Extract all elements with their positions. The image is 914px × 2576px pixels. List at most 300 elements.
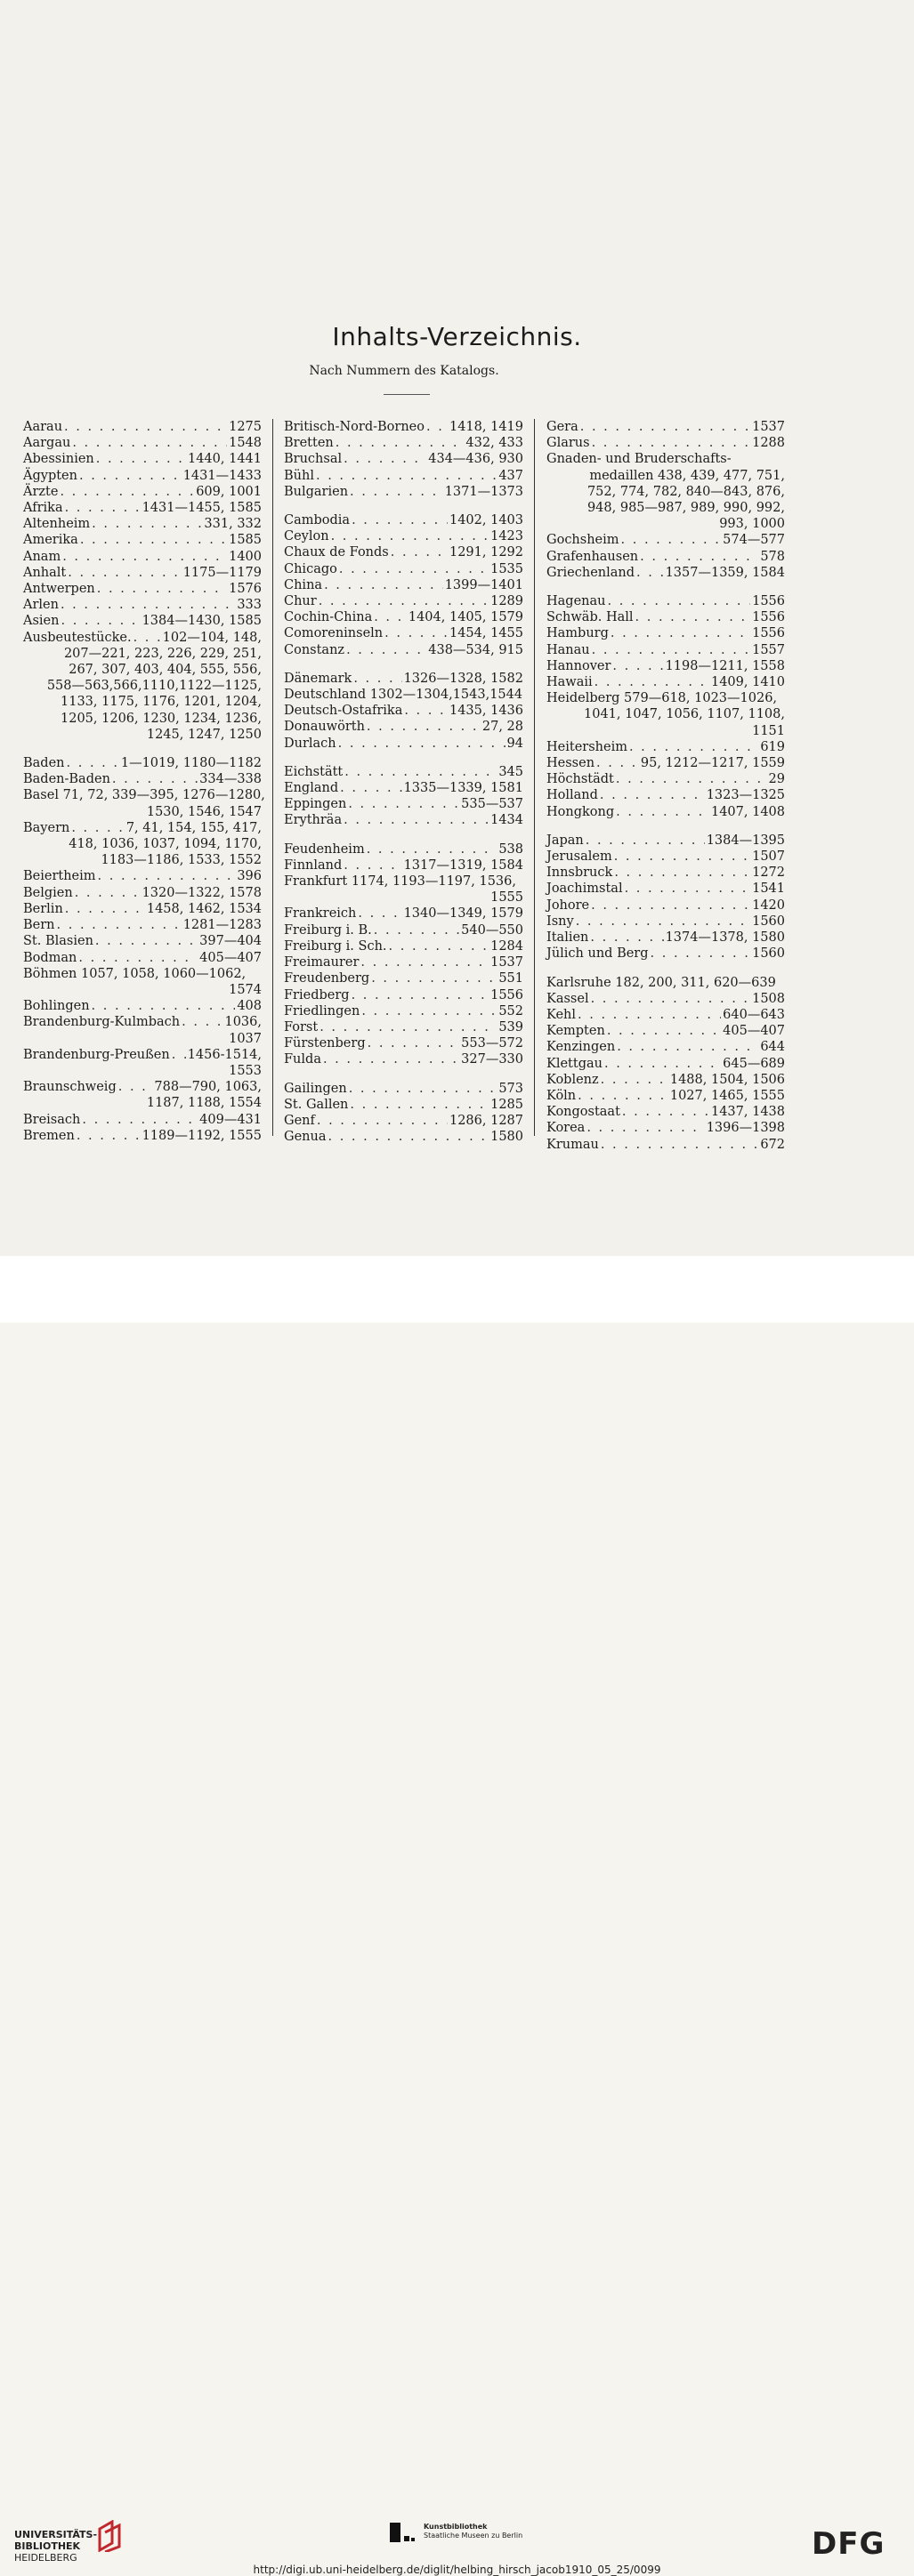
index-entry: [546, 1007, 785, 1023]
index-entry: [23, 581, 262, 597]
entry-label: Baden-Baden: [23, 772, 110, 787]
ub-heidelberg-logo-text[interactable]: [14, 2529, 97, 2564]
index-entry: [23, 820, 262, 869]
entry-numbers: 1288: [752, 436, 785, 451]
entry-label: Glarus: [546, 436, 590, 451]
index-entry: [546, 946, 785, 962]
column-divider: [534, 419, 535, 1136]
entry-label: Friedberg: [284, 987, 350, 1002]
dot-leader: [625, 881, 751, 897]
entry-numbers: 1435, 1436: [449, 704, 523, 719]
entry-numbers: 1036,: [224, 1015, 262, 1030]
dot-leader: [586, 833, 705, 849]
dot-leader: [71, 820, 124, 836]
index-entry: [546, 642, 785, 658]
dot-leader: [97, 581, 227, 597]
dot-leader: [592, 642, 750, 658]
entry-numbers: 1027, 1465, 1555: [669, 1088, 785, 1103]
entry-numbers: 1548: [229, 436, 262, 451]
entry-numbers: 102—104, 148,: [162, 630, 262, 645]
entry-continuation: 207—221, 223, 226, 229, 251,: [63, 646, 262, 661]
dot-leader: [391, 544, 448, 560]
entry-numbers: 1291, 1292: [449, 545, 523, 560]
entry-label: Hanau: [546, 642, 590, 657]
entry-label: Aarau: [23, 420, 63, 434]
entry-continuation: 418, 1036, 1037, 1094, 1170,: [69, 837, 262, 852]
index-entry: [284, 764, 523, 780]
dot-leader: [640, 549, 758, 565]
entry-numbers: 1488, 1504, 1506: [669, 1072, 785, 1087]
entry-label: Arlen: [23, 598, 59, 613]
entry-continuation: 1151: [752, 723, 785, 738]
entry-numbers: 1576: [229, 582, 262, 597]
dot-leader: [607, 1023, 721, 1039]
index-entry: [284, 1113, 523, 1129]
dot-leader: [611, 625, 750, 641]
dot-leader: [340, 780, 401, 796]
index-entry: [23, 755, 262, 771]
page-title: Inhalts-Verzeichnis.: [332, 322, 582, 351]
entry-label: Klettgau: [546, 1056, 603, 1071]
index-entry: [284, 419, 523, 435]
entry-label: Kempten: [546, 1024, 605, 1039]
dot-leader: [601, 1137, 758, 1153]
index-entry: [284, 954, 523, 970]
entry-label: Hongkong: [546, 804, 615, 819]
dot-leader: [182, 1014, 222, 1030]
section-gap: [284, 658, 523, 671]
index-entry: [284, 703, 523, 719]
index-entry: [546, 755, 785, 771]
dot-leader: [349, 1081, 497, 1097]
entry-numbers: 1437, 1438: [710, 1105, 785, 1120]
entry-label: Genua: [284, 1130, 327, 1145]
entry-label: Ärzte: [23, 484, 59, 499]
index-entry: [284, 1097, 523, 1113]
dot-leader: [374, 609, 407, 625]
ub-line-2: BIBLIOTHEK: [14, 2540, 81, 2552]
entry-label: Korea: [546, 1121, 586, 1136]
entry-label: Gochsheim: [546, 533, 619, 548]
entry-label: Heitersheim: [546, 739, 627, 754]
index-entry: [284, 857, 523, 873]
dot-leader: [580, 419, 750, 435]
entry-label: Heidelberg 579—618, 1023—1026,: [546, 691, 778, 706]
entry-label: Freudenberg: [284, 971, 370, 986]
entry-numbers: 788—790, 1063,: [154, 1080, 262, 1095]
dot-leader: [350, 1097, 489, 1113]
entry-continuation: 948, 985—987, 989, 990, 992,: [586, 501, 785, 516]
entry-numbers: 432, 433: [465, 436, 523, 451]
entry-numbers: 1286, 1287: [449, 1113, 523, 1128]
entry-numbers: 1—1019, 1180—1182: [120, 756, 262, 771]
entry-numbers: 7, 41, 154, 155, 417,: [125, 820, 262, 835]
index-entry: [284, 987, 523, 1003]
entry-numbers: 408: [237, 999, 262, 1014]
entry-numbers: 1320—1322, 1578: [142, 885, 262, 900]
entry-label: Fulda: [284, 1052, 321, 1067]
index-entry: [23, 419, 262, 435]
section-gap: [23, 743, 262, 755]
entry-label: Höchstädt: [546, 772, 614, 787]
entry-numbers: 1585: [229, 533, 262, 548]
dot-leader: [172, 1047, 186, 1063]
dot-leader: [629, 739, 758, 755]
entry-numbers: 644: [760, 1040, 785, 1055]
index-entry: [284, 512, 523, 528]
dot-leader: [591, 991, 751, 1007]
index-column-3: [546, 419, 785, 1153]
entry-label: Frankfurt 1174, 1193—1197, 1536,: [284, 874, 516, 890]
entry-numbers: 1409, 1410: [710, 675, 785, 690]
index-entry: [23, 771, 262, 787]
entry-label: Durlach: [284, 736, 336, 751]
entry-numbers: 1384—1395: [706, 833, 785, 848]
dot-leader: [404, 703, 448, 719]
index-entry: [284, 593, 523, 609]
index-column-1: [23, 419, 265, 1144]
dot-leader: [601, 1072, 668, 1088]
index-entry: [23, 468, 262, 484]
index-entry: [284, 1003, 523, 1019]
entry-numbers: 1560: [752, 946, 785, 962]
index-entry: [546, 674, 785, 690]
entry-label: St. Gallen: [284, 1097, 349, 1112]
index-entry: [23, 549, 262, 565]
entry-label: Comoreninseln: [284, 626, 384, 641]
index-entry-head: [23, 1014, 262, 1030]
dot-leader: [596, 755, 639, 771]
entry-numbers: 331, 332: [204, 517, 262, 532]
dot-leader: [77, 1128, 141, 1144]
entry-numbers: 1340—1349, 1579: [403, 906, 523, 922]
entry-label: Altenheim: [23, 517, 91, 532]
dot-leader: [595, 674, 709, 690]
entry-continuation: 1183—1186, 1533, 1552: [101, 853, 262, 868]
entry-label: England: [284, 781, 339, 796]
entry-numbers: 578: [760, 549, 785, 564]
entry-numbers: 1434: [490, 813, 523, 828]
entry-numbers: 1580: [490, 1130, 523, 1145]
entry-label: Ceylon: [284, 529, 329, 544]
entry-numbers: 1289: [490, 594, 523, 609]
entry-numbers: 1556: [490, 987, 523, 1002]
entry-label: Bern: [23, 918, 55, 933]
index-entry: [23, 998, 262, 1014]
dot-leader: [590, 930, 663, 946]
entry-numbers: 1420: [752, 898, 785, 913]
entry-numbers: 609, 1001: [196, 484, 262, 499]
index-entry: [23, 966, 262, 998]
entry-label: Forst: [284, 1019, 319, 1034]
dot-leader: [361, 1003, 497, 1019]
entry-label: Hessen: [546, 756, 595, 771]
dot-leader: [616, 771, 767, 787]
section-gap: [546, 581, 785, 593]
entry-numbers: 1508: [752, 991, 785, 1006]
dot-leader: [621, 532, 722, 548]
dot-leader: [367, 841, 497, 857]
index-column-2: [284, 419, 523, 1145]
entry-numbers: 573: [498, 1081, 523, 1096]
entry-numbers: 1198—1211, 1558: [665, 658, 785, 673]
entry-numbers: 334—338: [199, 772, 262, 787]
dfg-logo[interactable]: DFG: [812, 2526, 886, 2562]
index-entry: [546, 1088, 785, 1104]
entry-numbers: 539: [498, 1019, 523, 1034]
entry-label: China: [284, 577, 323, 592]
index-entry: [284, 922, 523, 938]
entry-continuation: 1245, 1247, 1250: [146, 727, 262, 742]
index-entry: [546, 975, 785, 991]
entry-numbers: 1537: [752, 420, 785, 434]
index-entry: [284, 625, 523, 641]
dot-leader: [61, 597, 235, 613]
index-entry: [284, 1035, 523, 1051]
dot-leader: [319, 593, 489, 609]
dot-leader: [57, 917, 182, 933]
entry-numbers: 574—577: [723, 533, 785, 548]
index-entry: [284, 1019, 523, 1035]
entry-numbers: 553—572: [461, 1036, 523, 1051]
kunstbibliothek-text: [424, 2523, 522, 2540]
entry-continuation: 1553: [229, 1063, 262, 1078]
entry-label: Jerusalem: [546, 849, 612, 865]
dot-leader: [344, 451, 426, 467]
section-gap: [546, 962, 785, 975]
index-entry: [546, 771, 785, 787]
index-entry: [546, 849, 785, 865]
entry-label: Eichstätt: [284, 764, 344, 779]
entry-numbers: 397—404: [199, 934, 262, 949]
dot-leader: [384, 625, 448, 641]
entry-label: Bayern: [23, 820, 70, 835]
entry-continuation: 1133, 1175, 1176, 1201, 1204,: [61, 695, 262, 710]
index-entry: [284, 671, 523, 687]
dot-leader: [316, 468, 497, 484]
index-entry: [546, 532, 785, 548]
index-entry: [546, 1104, 785, 1120]
entry-numbers: 1323—1325: [706, 788, 785, 803]
index-entry: [23, 901, 262, 917]
entry-label: Joachimstal: [546, 881, 623, 897]
scanned-page: [0, 0, 914, 1256]
entry-numbers: 1454, 1455: [449, 626, 523, 641]
index-entry: [23, 933, 262, 949]
entry-label: Britisch-Nord-Borneo: [284, 420, 425, 434]
dot-leader: [339, 561, 489, 577]
entry-numbers: 396: [237, 869, 262, 884]
dot-leader: [604, 1056, 721, 1072]
dot-leader: [360, 954, 489, 970]
dot-leader: [635, 609, 751, 625]
entry-numbers: 1418, 1419: [449, 420, 523, 434]
entry-continuation: 1187, 1188, 1554: [146, 1096, 262, 1111]
dot-leader: [133, 630, 161, 646]
entry-numbers: 1317—1319, 1584: [403, 857, 523, 873]
index-entry: [284, 451, 523, 467]
dot-leader: [98, 868, 236, 884]
entry-numbers: 1440, 1441: [187, 452, 262, 467]
page-subtitle: Nach Nummern des Katalogs.: [309, 364, 499, 378]
entry-label: Italien: [546, 930, 589, 946]
entry-label: Bohlingen: [23, 999, 90, 1014]
entry-label: Kenzingen: [546, 1040, 616, 1055]
source-url[interactable]: http://digi.ub.uni-heidelberg.de/diglit/helbing_hirsch_jacob1910_05_25/0099: [253, 2564, 661, 2576]
dot-leader: [92, 516, 202, 532]
index-entry: [23, 613, 262, 629]
dot-leader: [75, 885, 141, 901]
dot-leader: [82, 1112, 198, 1128]
dot-leader: [350, 484, 443, 500]
dot-leader: [348, 796, 459, 812]
dot-leader: [578, 1007, 721, 1023]
dot-leader: [323, 1051, 459, 1067]
entry-label: Feudenheim: [284, 841, 365, 857]
entry-numbers: 95, 1212—1217, 1559: [640, 756, 785, 771]
index-entry: [284, 841, 523, 857]
digitization-footer: [0, 1256, 914, 2576]
index-entry: [284, 609, 523, 625]
entry-label: Holland: [546, 788, 598, 803]
index-entry: [546, 991, 785, 1007]
entry-label: Jülich und Berg: [546, 946, 649, 962]
dot-leader: [576, 914, 750, 930]
index-entry: [546, 609, 785, 625]
entry-label: Amerika: [23, 533, 78, 548]
entry-numbers: 1326—1328, 1582: [403, 671, 523, 686]
index-entry: [284, 796, 523, 812]
ub-heidelberg-book-icon: [94, 2520, 125, 2552]
entry-label: Cambodia: [284, 513, 351, 528]
entry-label: Erythräa: [284, 813, 343, 828]
index-entry: [546, 804, 785, 820]
entry-numbers: 434—436, 930: [428, 452, 523, 467]
index-entry: [284, 970, 523, 986]
section-gap: [284, 829, 523, 841]
dot-leader: [353, 671, 401, 687]
entry-continuation: 1574: [229, 982, 262, 997]
entry-label: Kehl: [546, 1007, 577, 1022]
entry-label: Bruchsal: [284, 452, 343, 467]
index-entry: [546, 930, 785, 946]
index-entry: [546, 565, 785, 581]
ub-line-3: HEIDELBERG: [14, 2552, 77, 2564]
index-entry: [23, 917, 262, 933]
index-entry: [546, 435, 785, 451]
entry-numbers: 645—689: [723, 1056, 785, 1071]
entry-continuation: 1041, 1047, 1056, 1107, 1108,: [584, 707, 785, 722]
entry-label: St. Blasien: [23, 934, 93, 949]
entry-label: Abessinien: [23, 452, 94, 467]
entry-numbers: 1556: [752, 626, 785, 641]
dot-leader: [346, 642, 426, 658]
entry-label: Genf: [284, 1113, 315, 1128]
entry-numbers: 1371—1373: [444, 484, 523, 499]
entry-numbers: 333: [237, 598, 262, 613]
index-entry: [23, 516, 262, 532]
entry-numbers: 1404, 1405, 1579: [408, 610, 523, 625]
entry-label: Innsbruck: [546, 865, 613, 881]
index-entry-head: [23, 630, 262, 646]
index-entry: [23, 565, 262, 581]
entry-label: Bretten: [284, 436, 334, 451]
index-entry: [284, 873, 523, 906]
column-divider: [272, 419, 273, 1136]
entry-label: Braunschweig: [23, 1080, 117, 1095]
ub-line-1: UNIVERSITÄTS-: [14, 2529, 98, 2540]
dot-leader: [319, 1019, 497, 1035]
entry-label: Bremen: [23, 1128, 75, 1143]
dot-leader: [61, 613, 140, 629]
dot-leader: [622, 1104, 709, 1120]
index-entry: [546, 419, 785, 435]
entry-label: Japan: [546, 833, 584, 848]
index-entry: [284, 435, 523, 451]
entry-numbers: 1272: [752, 865, 785, 881]
entry-label: Gera: [546, 420, 578, 434]
entry-label: Kassel: [546, 991, 589, 1006]
dot-leader: [371, 970, 497, 986]
entry-numbers: 405—407: [199, 950, 262, 965]
index-entry: [284, 938, 523, 954]
index-entry: [546, 865, 785, 881]
entry-label: Brandenburg-Preußen: [23, 1047, 170, 1062]
index-entry: [284, 906, 523, 922]
dot-leader: [67, 755, 119, 771]
dot-leader: [592, 435, 751, 451]
dot-leader: [614, 849, 750, 865]
entry-numbers: 1423: [490, 529, 523, 544]
dot-leader: [374, 922, 459, 938]
entry-label: Freiburg i. Sch.: [284, 938, 387, 954]
dot-leader: [324, 577, 443, 593]
entry-numbers: 345: [498, 764, 523, 779]
index-entry: [23, 484, 262, 500]
entry-continuation: 752, 774, 782, 840—843, 876,: [586, 484, 785, 499]
dot-leader: [651, 946, 751, 962]
entry-continuation: 1555: [490, 890, 523, 906]
dot-leader: [578, 1088, 668, 1104]
dot-leader: [367, 719, 481, 735]
index-entry-head: [546, 451, 785, 467]
entry-label: Finnland: [284, 857, 343, 873]
entry-numbers: 327—330: [461, 1052, 523, 1067]
entry-continuation: 558—563,566,1110,1122—1125,: [46, 679, 262, 694]
entry-numbers: 538: [498, 841, 523, 857]
entry-label: Köln: [546, 1088, 577, 1103]
index-entry: [546, 1072, 785, 1088]
dot-leader: [64, 419, 227, 435]
dot-leader: [426, 419, 448, 435]
entry-label: Bühl: [284, 468, 314, 483]
entry-numbers: 672: [760, 1137, 785, 1152]
entry-label: Deutsch-Ostafrika: [284, 704, 403, 719]
entry-label: Hannover: [546, 658, 611, 673]
entry-label: Johore: [546, 898, 590, 913]
entry-numbers: 1275: [229, 420, 262, 434]
dot-leader: [331, 528, 489, 544]
index-entry: [546, 739, 785, 755]
entry-label: Deutschland 1302—1304,1543,1544: [284, 688, 523, 703]
index-entry: [23, 1014, 262, 1046]
entry-label: Hawaii: [546, 675, 593, 690]
entry-label: Friedlingen: [284, 1003, 360, 1018]
entry-label: Ausbeutestücke.: [23, 630, 132, 645]
index-entry: [284, 812, 523, 828]
index-entry: [284, 780, 523, 796]
kb-line-2: Staatliche Museen zu Berlin: [424, 2532, 523, 2540]
